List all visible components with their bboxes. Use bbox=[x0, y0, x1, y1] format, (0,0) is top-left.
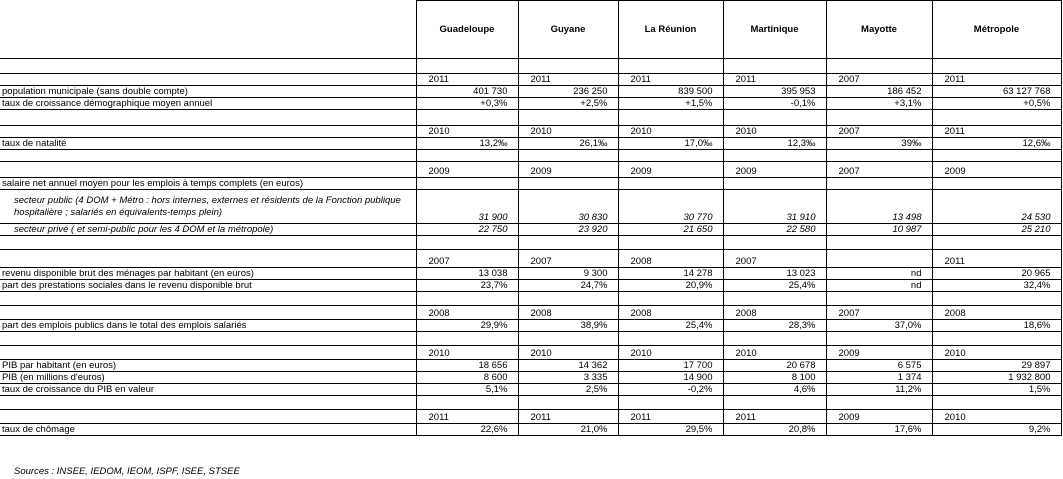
value-cell: 22 750 bbox=[416, 224, 518, 236]
value-cell: 1,5% bbox=[932, 384, 1061, 396]
value-cell: 22 580 bbox=[723, 224, 826, 236]
table-row bbox=[0, 424, 1061, 436]
year-cell: 2010 bbox=[618, 126, 723, 138]
year-row bbox=[0, 410, 1061, 424]
value-cell: 9,2% bbox=[932, 424, 1061, 436]
value-cell: 18,6% bbox=[932, 320, 1061, 332]
value-cell: +0,5% bbox=[932, 98, 1061, 110]
spacer-row bbox=[0, 236, 1061, 250]
spacer-row bbox=[0, 292, 1061, 306]
table-row bbox=[0, 268, 1061, 280]
row-label: revenu disponible brut des ménages par habitant (en euros) bbox=[0, 268, 416, 280]
column-header: Guadeloupe bbox=[416, 1, 518, 59]
row-label: secteur privé ( et semi-public pour les 4 DOM et la métropole) bbox=[0, 224, 416, 236]
table-row bbox=[0, 190, 1061, 224]
year-cell: 2010 bbox=[723, 346, 826, 360]
value-cell: 236 250 bbox=[518, 86, 618, 98]
value-cell: 14 900 bbox=[618, 372, 723, 384]
value-cell: nd bbox=[826, 280, 932, 292]
value-cell: 17 700 bbox=[618, 360, 723, 372]
value-cell: 13 023 bbox=[723, 268, 826, 280]
value-cell: 23,7% bbox=[416, 280, 518, 292]
value-cell: 32,4% bbox=[932, 280, 1061, 292]
value-cell: 63 127 768 bbox=[932, 86, 1061, 98]
year-cell: 2007 bbox=[826, 126, 932, 138]
value-cell: 13,2‰ bbox=[416, 138, 518, 150]
row-label: PIB par habitant (en euros) bbox=[0, 360, 416, 372]
value-cell: 186 452 bbox=[826, 86, 932, 98]
value-cell: 1 932 800 bbox=[932, 372, 1061, 384]
year-cell: 2011 bbox=[416, 74, 518, 86]
value-cell: 20,9% bbox=[618, 280, 723, 292]
year-cell: 2010 bbox=[932, 410, 1061, 424]
value-cell: 20 678 bbox=[723, 360, 826, 372]
value-cell: 18 656 bbox=[416, 360, 518, 372]
value-cell: 37,0% bbox=[826, 320, 932, 332]
spacer-row bbox=[0, 332, 1061, 346]
row-label: taux de croissance du PIB en valeur bbox=[0, 384, 416, 396]
table-row bbox=[0, 98, 1061, 110]
value-cell: 24 530 bbox=[932, 190, 1061, 224]
column-header: La Réunion bbox=[618, 1, 723, 59]
spacer-row bbox=[0, 110, 1061, 126]
table-row bbox=[0, 372, 1061, 384]
year-cell: 2011 bbox=[932, 126, 1061, 138]
value-cell: 29,9% bbox=[416, 320, 518, 332]
value-cell: +1,5% bbox=[618, 98, 723, 110]
table-row bbox=[0, 384, 1061, 396]
year-cell: 2011 bbox=[932, 74, 1061, 86]
value-cell: 395 953 bbox=[723, 86, 826, 98]
year-cell: 2010 bbox=[416, 346, 518, 360]
year-cell: 2011 bbox=[518, 410, 618, 424]
spacer-row bbox=[0, 150, 1061, 162]
table-row bbox=[0, 224, 1061, 236]
value-cell: -0,2% bbox=[618, 384, 723, 396]
value-cell: 31 900 bbox=[416, 190, 518, 224]
year-row bbox=[0, 126, 1061, 138]
value-cell: +3,1% bbox=[826, 98, 932, 110]
table-row bbox=[0, 138, 1061, 150]
table-row bbox=[0, 86, 1061, 98]
row-label: salaire net annuel moyen pour les emplois à temps complets (en euros) bbox=[0, 178, 416, 190]
year-cell: 2009 bbox=[932, 162, 1061, 178]
table-row bbox=[0, 320, 1061, 332]
year-cell: 2010 bbox=[518, 346, 618, 360]
value-cell: 25,4% bbox=[618, 320, 723, 332]
year-cell: 2011 bbox=[518, 74, 618, 86]
year-cell: 2010 bbox=[416, 126, 518, 138]
value-cell: 1 374 bbox=[826, 372, 932, 384]
table-row bbox=[0, 280, 1061, 292]
year-cell: 2008 bbox=[518, 306, 618, 320]
value-cell: 17,6% bbox=[826, 424, 932, 436]
year-cell: 2010 bbox=[723, 126, 826, 138]
value-cell: 8 100 bbox=[723, 372, 826, 384]
year-cell: 2009 bbox=[826, 346, 932, 360]
year-row bbox=[0, 250, 1061, 268]
year-cell bbox=[826, 250, 932, 268]
value-cell: 29,5% bbox=[618, 424, 723, 436]
value-cell: 29 897 bbox=[932, 360, 1061, 372]
year-cell: 2010 bbox=[518, 126, 618, 138]
value-cell: 38,9% bbox=[518, 320, 618, 332]
value-cell: 39‰ bbox=[826, 138, 932, 150]
column-header: Métropole bbox=[932, 1, 1061, 59]
value-cell: 12,6‰ bbox=[932, 138, 1061, 150]
value-cell: 12,3‰ bbox=[723, 138, 826, 150]
column-header-row bbox=[0, 1, 1061, 59]
year-cell: 2007 bbox=[518, 250, 618, 268]
year-row bbox=[0, 74, 1061, 86]
value-cell: 5,1% bbox=[416, 384, 518, 396]
row-label: part des emplois publics dans le total des emplois salariés bbox=[0, 320, 416, 332]
value-cell: 11,2% bbox=[826, 384, 932, 396]
row-label: PIB (en millions d'euros) bbox=[0, 372, 416, 384]
row-label: taux de croissance démographique moyen annuel bbox=[0, 98, 416, 110]
value-cell: 28,3% bbox=[723, 320, 826, 332]
column-header: Martinique bbox=[723, 1, 826, 59]
value-cell: 13 038 bbox=[416, 268, 518, 280]
value-cell: 13 498 bbox=[826, 190, 932, 224]
value-cell: 30 770 bbox=[618, 190, 723, 224]
row-label: taux de natalité bbox=[0, 138, 416, 150]
row-label: taux de chômage bbox=[0, 424, 416, 436]
year-cell: 2007 bbox=[826, 162, 932, 178]
year-cell: 2008 bbox=[723, 306, 826, 320]
value-cell: 401 730 bbox=[416, 86, 518, 98]
value-cell: 8 600 bbox=[416, 372, 518, 384]
row-label: part des prestations sociales dans le revenu disponible brut bbox=[0, 280, 416, 292]
value-cell: 21 650 bbox=[618, 224, 723, 236]
row-label: secteur public (4 DOM + Métro : hors internes, externes et résidents de la Fonction publique hospitalière ; salariés en équivalents-temps plein) bbox=[0, 190, 416, 224]
value-cell: 24,7% bbox=[518, 280, 618, 292]
value-cell: 31 910 bbox=[723, 190, 826, 224]
year-cell: 2011 bbox=[723, 410, 826, 424]
column-header: Guyane bbox=[518, 1, 618, 59]
year-cell: 2008 bbox=[618, 250, 723, 268]
value-cell: 10 987 bbox=[826, 224, 932, 236]
year-cell: 2010 bbox=[618, 346, 723, 360]
year-cell: 2009 bbox=[826, 410, 932, 424]
year-cell: 2011 bbox=[723, 74, 826, 86]
value-cell: 6 575 bbox=[826, 360, 932, 372]
section-heading-row bbox=[0, 178, 1061, 190]
year-row bbox=[0, 346, 1061, 360]
value-cell: 14 362 bbox=[518, 360, 618, 372]
value-cell: 20,8% bbox=[723, 424, 826, 436]
year-cell: 2007 bbox=[826, 306, 932, 320]
year-cell: 2011 bbox=[618, 410, 723, 424]
value-cell: +2,5% bbox=[518, 98, 618, 110]
value-cell: 30 830 bbox=[518, 190, 618, 224]
year-cell: 2008 bbox=[416, 306, 518, 320]
year-cell: 2007 bbox=[826, 74, 932, 86]
value-cell: +0,3% bbox=[416, 98, 518, 110]
spacer-row bbox=[0, 396, 1061, 410]
value-cell: 20 965 bbox=[932, 268, 1061, 280]
value-cell: 26,1‰ bbox=[518, 138, 618, 150]
year-cell: 2011 bbox=[618, 74, 723, 86]
sources-note: Sources : INSEE, IEDOM, IEOM, ISPF, ISEE, STSEE bbox=[14, 466, 240, 477]
value-cell: 14 278 bbox=[618, 268, 723, 280]
value-cell: 3 335 bbox=[518, 372, 618, 384]
value-cell: 23 920 bbox=[518, 224, 618, 236]
year-row bbox=[0, 162, 1061, 178]
value-cell: 22,6% bbox=[416, 424, 518, 436]
value-cell: 17,0‰ bbox=[618, 138, 723, 150]
year-cell: 2007 bbox=[416, 250, 518, 268]
value-cell: 839 500 bbox=[618, 86, 723, 98]
year-cell: 2009 bbox=[518, 162, 618, 178]
value-cell: -0,1% bbox=[723, 98, 826, 110]
year-cell: 2011 bbox=[932, 250, 1061, 268]
year-cell: 2009 bbox=[416, 162, 518, 178]
year-cell: 2011 bbox=[416, 410, 518, 424]
table-body bbox=[0, 1, 1061, 436]
value-cell: 2,5% bbox=[518, 384, 618, 396]
value-cell: 21,0% bbox=[518, 424, 618, 436]
year-row bbox=[0, 306, 1061, 320]
value-cell: 9 300 bbox=[518, 268, 618, 280]
value-cell: 25,4% bbox=[723, 280, 826, 292]
table-row bbox=[0, 360, 1061, 372]
year-cell: 2008 bbox=[618, 306, 723, 320]
year-cell: 2007 bbox=[723, 250, 826, 268]
value-cell: 25 210 bbox=[932, 224, 1061, 236]
row-label: population municipale (sans double compte) bbox=[0, 86, 416, 98]
year-cell: 2008 bbox=[932, 306, 1061, 320]
year-cell: 2010 bbox=[932, 346, 1061, 360]
column-header: Mayotte bbox=[826, 1, 932, 59]
value-cell: nd bbox=[826, 268, 932, 280]
year-cell: 2009 bbox=[618, 162, 723, 178]
year-cell: 2009 bbox=[723, 162, 826, 178]
value-cell: 4,6% bbox=[723, 384, 826, 396]
